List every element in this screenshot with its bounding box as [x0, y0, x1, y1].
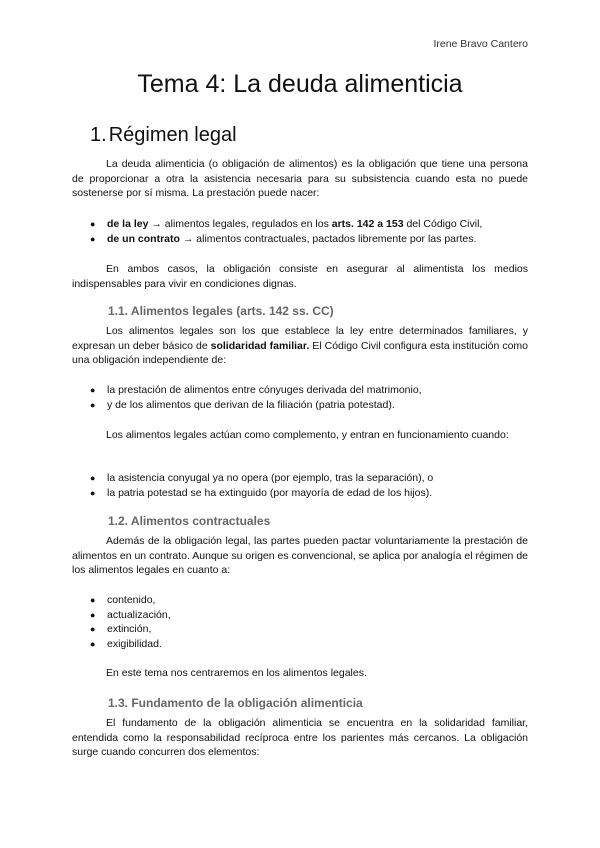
paragraph-text: El Código Civil configura esta institución como una obligación independiente de:: [72, 339, 528, 366]
list-item: [90, 398, 530, 413]
solidaridad-bold: solidaridad familiar.: [210, 339, 310, 352]
section-1-3-paragraph: El fundamento de la obligación alimenticia se encuentra en la solidaridad familiar, entendida como la responsabilidad recíproca entre los parientes más cercanos. La obligación surge cuando concurren dos elementos:: [72, 717, 528, 758]
list-item-text: la asistencia conyugal ya no opera (por ejemplo, tras la separación), o: [107, 472, 434, 484]
bullet-icon: ●: [90, 624, 96, 634]
source-law-text: alimentos legales, regulados en los: [164, 218, 332, 230]
list-item: [90, 486, 530, 501]
section-1-number: 1.: [90, 124, 107, 146]
list-item-text: la prestación de alimentos entre cónyuges derivada del matrimonio,: [107, 384, 422, 396]
document-title: Tema 4: La deuda alimenticia: [137, 70, 463, 98]
list-item-text: y de los alimentos que derivan de la filiación (patria potestad).: [107, 398, 395, 411]
list-item: [90, 608, 530, 623]
section-1-title: Régimen legal: [108, 124, 237, 146]
list-item-text: actualización,: [107, 608, 171, 621]
bullet-icon: ●: [90, 399, 96, 410]
list-item-text: contenido,: [107, 594, 156, 606]
list-item: [90, 471, 530, 486]
section-1-heading: [90, 124, 237, 147]
list-item-text: extinción,: [107, 623, 152, 635]
source-contract-text: alimentos contractuales, pactados libremente por las partes.: [196, 232, 477, 245]
section-1-2-paragraph: Además de la obligación legal, las partes pueden pactar voluntariamente la prestación de alimentos en un contrato. Aunque su origen es convencional, se aplica por analogía el régimen de los alimentos legales en cuanto a:: [72, 535, 528, 576]
focus-note: En este tema nos centraremos en los alimentos legales.: [106, 667, 367, 679]
source-law-label: de la ley: [107, 218, 149, 230]
list-item-text: la patria potestad se ha extinguido (por mayoría de edad de los hijos).: [107, 486, 433, 499]
list-item-text: exigibilidad.: [107, 637, 162, 650]
list-item: [90, 593, 530, 608]
list-item: [90, 232, 530, 247]
bullet-icon: ●: [90, 487, 96, 498]
independence-list: [90, 383, 530, 412]
bullet-icon: ●: [90, 385, 96, 395]
arrow-icon: →: [179, 232, 197, 245]
bullet-icon: ●: [90, 595, 96, 605]
sources-list: [90, 217, 530, 246]
section-1-1-paragraph: [72, 324, 528, 368]
bullet-icon: ●: [90, 638, 96, 649]
list-item: [90, 217, 530, 232]
list-item: [90, 637, 530, 652]
list-item: [90, 622, 530, 637]
section-1-3-heading: 1.3. Fundamento de la obligación alimenticia: [108, 696, 363, 710]
complement-paragraph: Los alimentos legales actúan como complemento, y entran en funcionamiento cuando:: [106, 429, 509, 441]
paragraph-text: Los alimentos legales son los que establece la ley entre determinados familiares, y expresan un deber básico de: [72, 325, 528, 352]
section-1-intro: La deuda alimenticia (o obligación de alimentos) es la obligación que tiene una persona de proporcionar a otra la asistencia necesaria para su subsistencia cuando esta no puede sostenerse por sí misma. La prestación puede nacer:: [72, 158, 528, 199]
conditions-list: [90, 471, 530, 500]
bullet-icon: ●: [90, 219, 96, 229]
both-cases-paragraph: En ambos casos, la obligación consiste en asegurar al alimentista los medios indispensables para vivir en condiciones dignas.: [72, 263, 528, 290]
arrow-icon: →: [148, 218, 165, 230]
section-1-1-heading: 1.1. Alimentos legales (arts. 142 ss. CC): [108, 304, 334, 318]
list-item: [90, 383, 530, 398]
bullet-icon: ●: [90, 233, 96, 244]
bullet-icon: ●: [90, 473, 96, 483]
analogy-list: [90, 593, 530, 651]
header-author: Irene Bravo Cantero: [433, 38, 528, 50]
source-contract-label: de un contrato: [107, 232, 180, 245]
bullet-icon: ●: [90, 609, 96, 620]
source-law-text-end: del Código Civil,: [403, 218, 483, 230]
section-1-2-heading: 1.2. Alimentos contractuales: [108, 514, 271, 528]
source-law-articles: arts. 142 a 153: [331, 218, 404, 230]
